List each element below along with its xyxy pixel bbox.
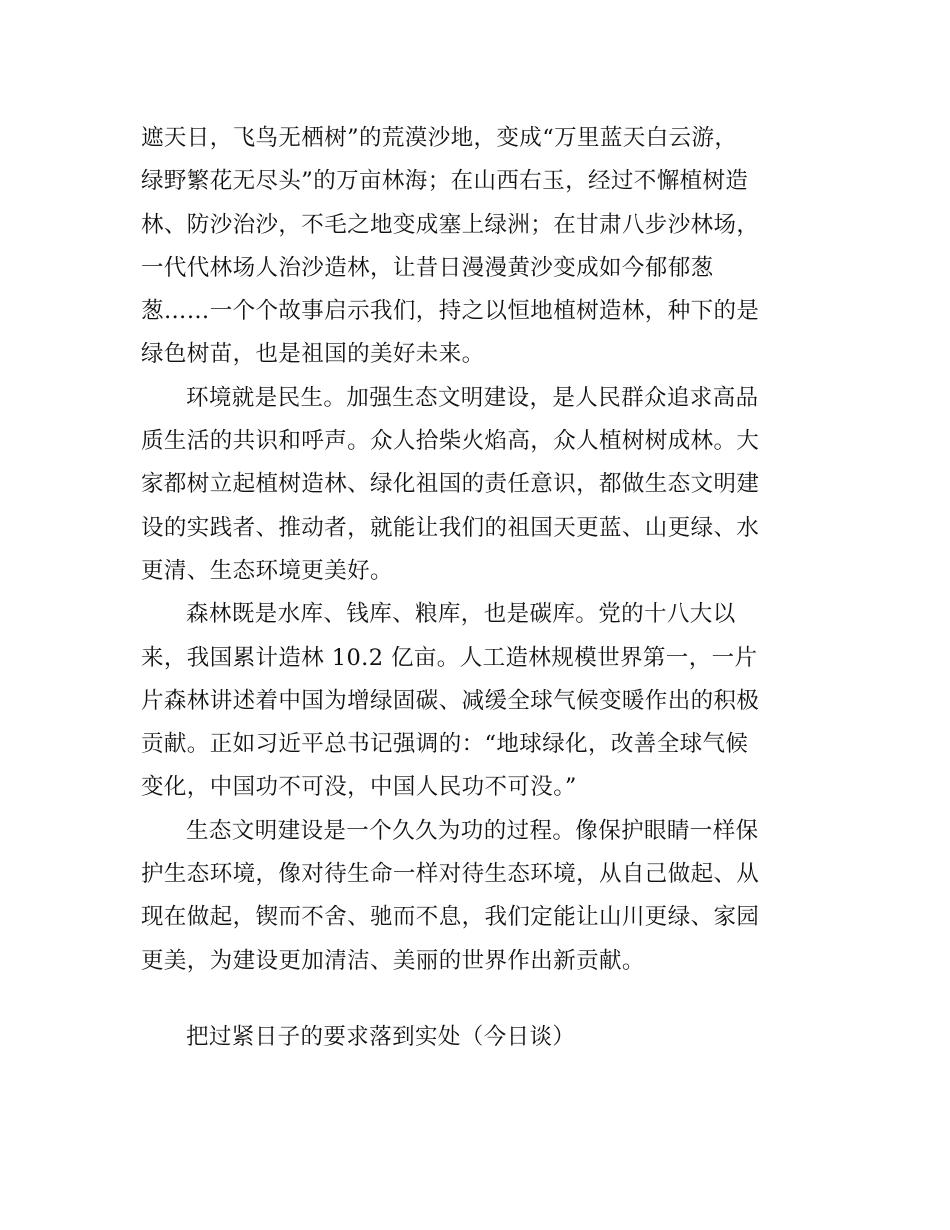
- text-line: 变化，中国功不可没，中国人民功不可没。”: [141, 774, 577, 801]
- paragraph-continuation: [141, 117, 811, 377]
- text-line: 森林既是水库、钱库、粮库，也是碳库。党的十八大以: [186, 601, 736, 628]
- text-line: 贡献。正如习近平总书记强调的：“地球绿化，改善全球气候: [141, 731, 749, 758]
- text-line: 护生态环境，像对待生命一样对待生态环境，从自己做起、从: [141, 861, 760, 888]
- text-line: 遮天日，飞鸟无栖树”的荒漠沙地，变成“万里蓝天白云游，: [141, 125, 738, 151]
- text-line: 绿色树苗，也是祖国的美好未来。: [141, 341, 485, 368]
- text-line: 家都树立起植树造林、绿化祖国的责任意识，都做生态文明建: [141, 471, 760, 498]
- next-article-title: 把过紧日子的要求落到实处（今日谈）: [186, 1024, 576, 1050]
- text-line: 更美，为建设更加清洁、美丽的世界作出新贡献。: [141, 947, 645, 974]
- paragraph-forest: [141, 593, 811, 809]
- text-line: 设的实践者、推动者，就能让我们的祖国天更蓝、山更绿、水: [141, 514, 760, 541]
- text-line: 一代代林场人治沙造林，让昔日漫漫黄沙变成如今郁郁葱: [141, 254, 714, 281]
- text-line: 来，我国累计造林 10.2 亿亩。人工造林规模世界第一，一片: [141, 644, 758, 671]
- text-line: 质生活的共识和呼声。众人拾柴火焰高，众人植树树成林。大: [141, 428, 760, 455]
- text-line: 现在做起，锲而不舍、驰而不息，我们定能让山川更绿、家园: [141, 904, 760, 931]
- paragraph-ecology: [141, 810, 811, 983]
- paragraph-environment: [141, 377, 811, 593]
- text-line: 葱……一个个故事启示我们，持之以恒地植树造林，种下的是: [141, 298, 760, 325]
- text-line: 更清、生态环境更美好。: [141, 557, 393, 584]
- text-line: 环境就是民生。加强生态文明建设，是人民群众追求高品: [186, 384, 759, 411]
- text-line: 片森林讲述着中国为增绿固碳、减缓全球气候变暖作出的积极: [141, 687, 760, 714]
- text-line: 林、防沙治沙，不毛之地变成塞上绿洲；在甘肃八步沙林场，: [141, 211, 760, 238]
- text-line: 绿野繁花无尽头”的万亩林海；在山西右玉，经过不懈植树造: [141, 168, 749, 195]
- document-body: [141, 117, 811, 983]
- text-line: 生态文明建设是一个久久为功的过程。像保护眼睛一样保: [186, 817, 759, 844]
